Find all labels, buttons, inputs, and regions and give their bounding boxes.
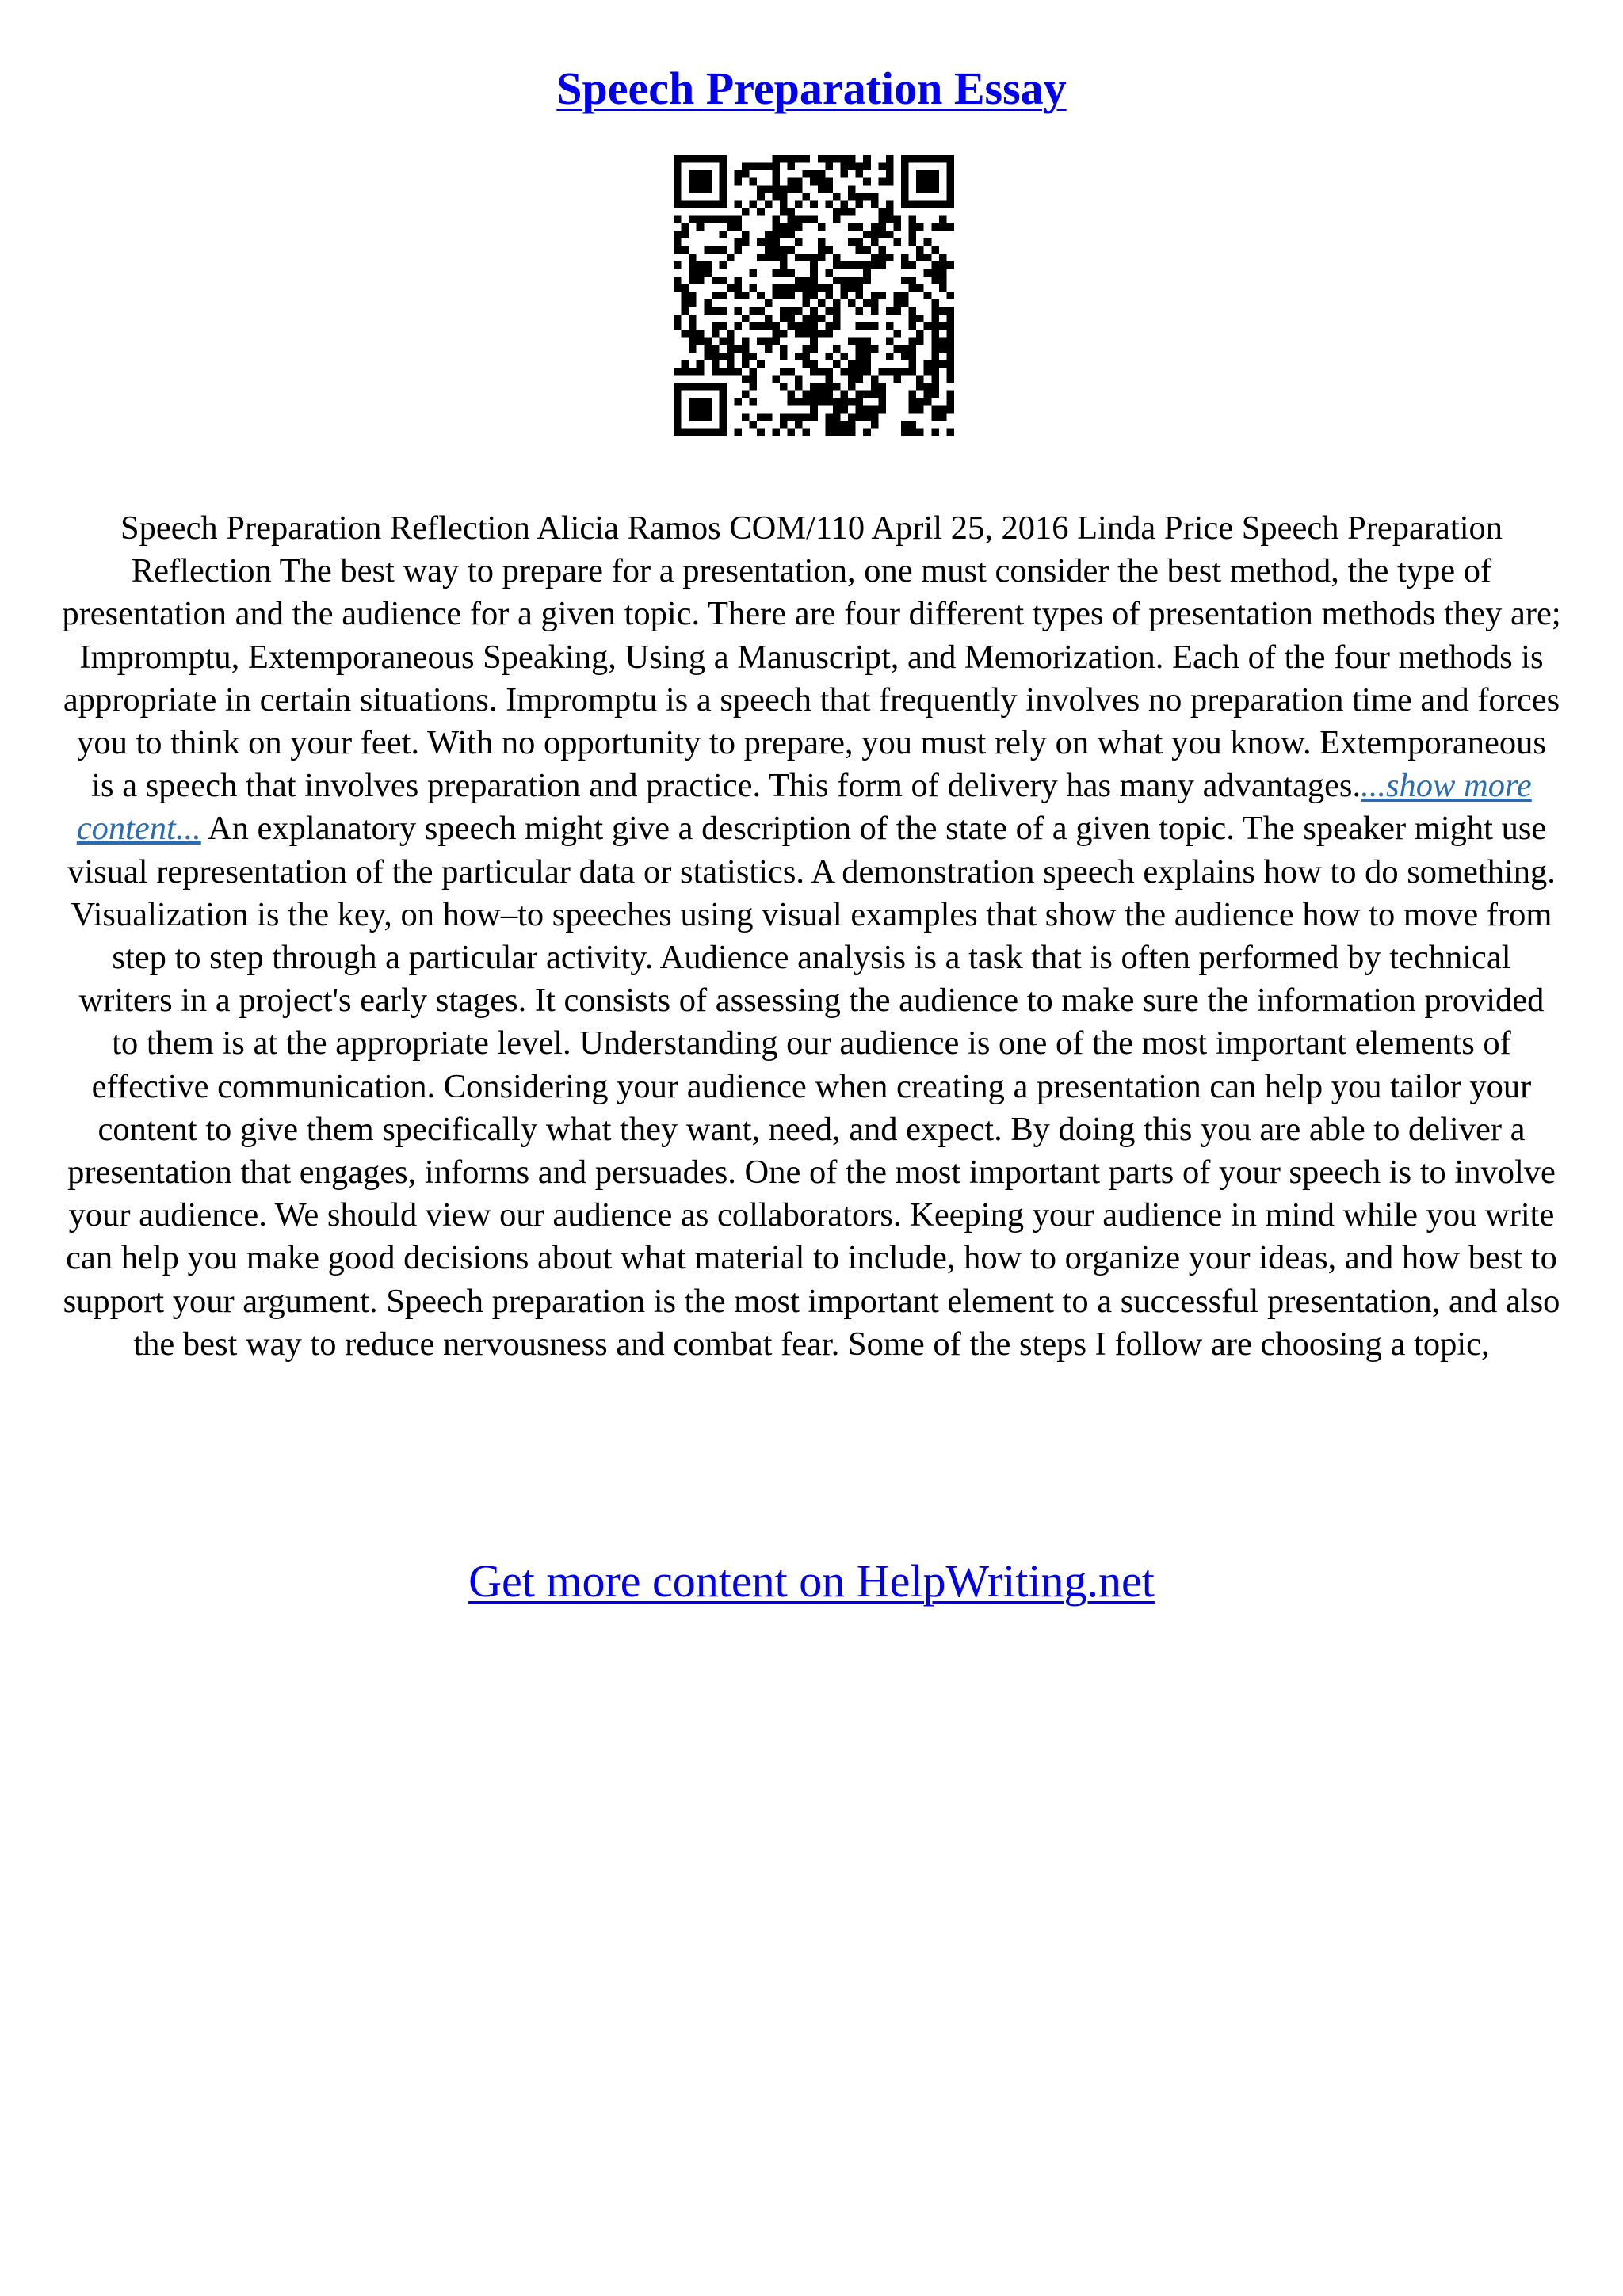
page-title: [0, 57, 1623, 120]
get-more-content-link[interactable]: Get more content on HelpWriting.net: [468, 1555, 1155, 1607]
title-link[interactable]: Speech Preparation Essay: [556, 63, 1067, 114]
essay-paragraph-1: Speech Preparation Reflection Alicia Ramos COM/110 April 25, 2016 Linda Price Speech Preparation Reflection The best way to prepare for a presentation, one must consider the best method, the type of presentation and the audience for a given topic. There are four different types of presentation methods they are; Impromptu, Extemporaneous Speaking, Using a Manuscript, and Memorization. Each of the four methods is appropriate in certain situations. Impromptu is a speech that frequently involves no preparation time and forces you to think on your feet. With no opportunity to prepare, you must rely on what you know. Extemporaneous is a speech that involves preparation and practice. This form of delivery has many advantages.: [62, 509, 1561, 805]
show-more-link[interactable]: ...show more content...: [76, 767, 1532, 848]
get-more-content: [0, 1550, 1623, 1613]
essay-paragraph-2: An explanatory speech might give a description of the state of a given topic. The speaker might use visual representation of the particular data or statistics. A demonstration speech explains how to do something. Visualization is the key, on how–to speeches using visual examples that show the audience how to move from step to step through a particular activity. Audience analysis is a task that is often performed by technical writers in a project's early stages. It consists of assessing the audience to make sure the information provided to them is at the appropriate level. Understanding our audience is one of the most important elements of effective communication. Considering your audience when creating a presentation can help you tailor your content to give them specifically what they want, need, and expect. By doing this you are able to deliver a presentation that engages, informs and persuades. One of the most important parts of your speech is to involve your audience. We should view our audience as collaborators. Keeping your audience in mind while you write can help you make good decisions about what material to include, how to organize your ideas, and how best to support your argument. Speech preparation is the most important element to a successful presentation, and also the best way to reduce nervousness and combat fear. Some of the steps I follow are choosing a topic,: [63, 810, 1560, 1363]
essay-excerpt: [62, 507, 1561, 1366]
qr-code-icon: [674, 155, 954, 436]
